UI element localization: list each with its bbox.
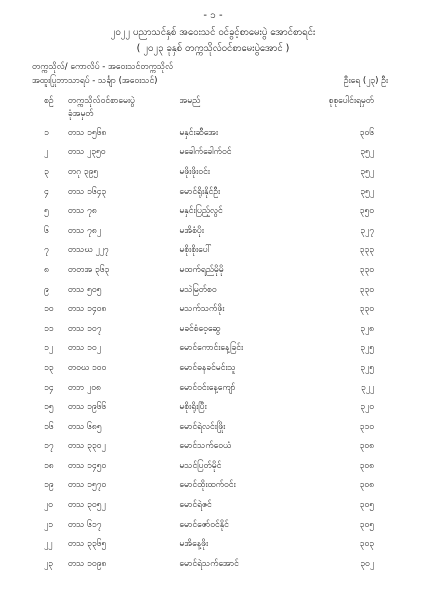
header-roll: [68, 96, 180, 124]
cell-name: မောင်ရဲဇင်: [179, 500, 212, 511]
table-row: [44, 535, 374, 555]
cell-no: ၁၂: [44, 343, 53, 354]
cell-roll: တသ ၁၆၄၃: [67, 186, 107, 197]
results-table: [44, 96, 374, 575]
table-row: [44, 320, 374, 340]
cell-no: ၈: [44, 264, 49, 275]
header-name: အမည်: [179, 96, 201, 106]
table-row: [44, 555, 374, 575]
table-row: [44, 300, 374, 320]
cell-no: ၁: [44, 127, 49, 138]
cell-roll: တသ ၂၃၅၀: [67, 147, 106, 158]
cell-roll: တသ ၁၅၇၀: [67, 480, 107, 491]
table-row: [44, 418, 374, 438]
page-number: - ၁ -: [203, 10, 223, 21]
cell-name: မောင်ဇော်ဝင်နိုင်: [179, 519, 229, 530]
table-row: [44, 359, 374, 379]
cell-name: မောင်ရဲလင်းဖြိုး: [179, 421, 226, 432]
cell-marks: ၃၃၀: [359, 304, 374, 315]
cell-no: ၇: [44, 245, 49, 256]
cell-no: ၁၅: [44, 402, 54, 413]
cell-no: ၃: [44, 166, 49, 177]
table-row: [44, 144, 374, 164]
cell-name: မအိနေ့ဖိုး: [179, 539, 209, 550]
table-row: [44, 438, 374, 458]
cell-roll: တဂု ၃၉၅: [67, 166, 99, 177]
cell-no: ၂: [44, 147, 49, 158]
table-row: [44, 202, 374, 222]
university-label: တက္ကသိုလ်/ ကောလိပ် - အဝေးသင်တက္ကသိုလ်: [32, 62, 174, 72]
cell-marks: ၃၂၂: [360, 382, 374, 393]
cell-marks: ၃၂၅: [360, 362, 374, 373]
cell-no: ၁၁: [44, 323, 54, 334]
cell-marks: ၃၃၃: [359, 245, 374, 256]
cell-roll: တသ ၆၈၅: [67, 421, 102, 432]
cell-roll: တသ ၃၀၅၂: [67, 500, 106, 511]
cell-name: မောင်ဝင်းနေ့ကျော်: [179, 382, 236, 393]
table-row: [44, 379, 374, 399]
cell-name: မဖိုးဖိုးဝင်း: [179, 166, 210, 177]
cell-roll: တသ ၇၈: [67, 206, 97, 217]
cell-no: ၂၂: [44, 539, 53, 550]
table-row: [44, 183, 374, 203]
cell-roll: တသဃ ၂၂၇: [67, 245, 109, 256]
cell-name: မောင်ဓနခင်မင်းသူ: [179, 362, 236, 373]
table-row: [44, 281, 374, 301]
cell-no: ၉: [44, 284, 49, 295]
cell-no: ၁၉: [44, 480, 54, 491]
cell-no: ၁၇: [44, 441, 54, 452]
total-count: ဦးရေ (၂၃) ဦး: [343, 76, 388, 86]
cell-roll: တသ ၁၀၇: [67, 323, 102, 334]
cell-marks: ၃၀၅: [359, 519, 374, 530]
cell-roll: တတအ ၃၆၃: [67, 264, 110, 275]
table-row: [44, 261, 374, 281]
cell-roll: တသ ၁၀၉၈: [67, 558, 107, 569]
cell-marks: ၃၂၇: [360, 225, 374, 236]
cell-roll: တသ ၅၀၅: [67, 284, 102, 295]
cell-name: မသဲမြတ်စဝ: [179, 284, 217, 295]
cell-marks: ၃၅၂: [360, 166, 374, 177]
cell-no: ၁၃: [44, 362, 54, 373]
cell-roll: တသ ၁၉၆၆: [67, 402, 107, 413]
cell-roll: တသ ၆၁၇: [67, 519, 102, 530]
cell-no: ၁၀: [44, 304, 54, 315]
cell-roll: တသ ၁၄၀၈: [67, 304, 107, 315]
cell-marks: ၃၅၂: [360, 186, 374, 197]
cell-marks: ၃၅၀: [359, 206, 374, 217]
table-row: [44, 496, 374, 516]
table-header-row: [44, 96, 374, 124]
table-row: [44, 340, 374, 360]
table-row: [44, 516, 374, 536]
cell-marks: ၃၀၈: [359, 441, 374, 452]
cell-marks: ၃၂၅: [360, 343, 374, 354]
cell-name: မောင်ကောင်းနေ့ခြင်း: [179, 343, 244, 354]
cell-name: မအိစံပိုး: [179, 225, 204, 236]
table-row: [44, 124, 374, 144]
table-row: [44, 398, 374, 418]
cell-no: ၂၃: [44, 558, 53, 569]
document-title: ၂၀၂၂ ပညာသင်နှစ် အဝေးသင် ဝင်ခွင့်စာမေးပွဲ အောင်စာရင်း: [110, 27, 316, 38]
cell-roll: တသ ၃၃၆၅: [67, 539, 107, 550]
cell-name: မောင်သက်ဝေယံ: [179, 441, 232, 452]
cell-no: ၄: [44, 186, 49, 197]
cell-roll: တသ ၃၃၀၂: [67, 441, 106, 452]
cell-name: မသက်သက်ဖိုး: [179, 304, 225, 315]
cell-no: ၁၈: [44, 460, 54, 471]
cell-name: မောင်ထိုးထက်ဝင်း: [179, 480, 236, 491]
cell-name: မနှင်းပြည့်လွင်: [179, 206, 223, 217]
table-row: [44, 457, 374, 477]
table-row: [44, 242, 374, 262]
cell-no: ၁၄: [44, 382, 54, 393]
cell-marks: ၃၃၀: [359, 264, 374, 275]
header-roll-sub: ခုံအမှတ်: [67, 109, 94, 119]
cell-marks: ၃၀၈: [359, 480, 374, 491]
major-label: အထူးပြုဘာသာရပ် - သင်္ချာ (အဝေးသင်): [32, 76, 158, 86]
header-marks: စုစုပေါင်းရမှတ်: [328, 96, 374, 106]
header-roll-label: တက္ကသိုလ်ဝင်စာမေးပွဲ: [67, 96, 135, 106]
cell-roll: တသ ၁၀၂: [67, 343, 101, 354]
cell-name: မနှင်းဆီအေး: [179, 127, 219, 138]
cell-name: မခေါက်ခေါက်ဝင်: [179, 147, 232, 158]
document-subtitle: ( ၂၀၂၃ ခုနှစ် တက္ကသိုလ်ဝင်စာမေးပွဲအောင် ): [136, 43, 290, 54]
cell-marks: ၃၀၆: [359, 127, 374, 138]
cell-name: မောင်ရိုးနိုင်ဦး: [179, 186, 221, 197]
cell-marks: ၃၂၈: [360, 323, 374, 334]
cell-marks: ၃၅၂: [360, 147, 374, 158]
cell-name: မခင်စံဝေ့ဆွေ: [179, 323, 221, 334]
cell-no: ၂၁: [44, 519, 53, 530]
cell-no: ၂၀: [44, 500, 53, 511]
cell-name: မသင်ပြတ်မိုင်: [179, 460, 222, 471]
cell-marks: ၃၀၂: [360, 558, 374, 569]
cell-name: မစိုးစိုးပေါ်: [179, 245, 212, 256]
cell-roll: တသ ၁၅၆၈: [67, 127, 107, 138]
cell-roll: တဘ ၂၀၈: [67, 382, 101, 393]
cell-roll: တဝဃ ၁၀၀: [67, 362, 107, 373]
cell-name: မထက်ရည်မိုမို: [179, 264, 224, 275]
cell-name: မစိုးရိုးပြီး: [179, 402, 207, 413]
table-row: [44, 222, 374, 242]
cell-marks: ၃၀၅: [359, 500, 374, 511]
table-row: [44, 477, 374, 497]
cell-marks: ၃၀၈: [359, 460, 374, 471]
cell-no: ၆: [44, 225, 49, 236]
cell-no: ၁၆: [44, 421, 54, 432]
cell-no: ၅: [44, 206, 49, 217]
table-row: [44, 163, 374, 183]
cell-marks: ၃၃၀: [359, 284, 374, 295]
cell-roll: တသ ၁၄၅၀: [67, 460, 107, 471]
cell-marks: ၃၁၀: [359, 421, 374, 432]
cell-marks: ၃၂၀: [360, 402, 374, 413]
cell-marks: ၃၀၃: [359, 539, 374, 550]
cell-name: မောင်ရဲသက်အောင်: [179, 558, 239, 569]
header-no: စဉ်: [44, 96, 54, 106]
cell-roll: တသ ၇၈၂: [67, 225, 101, 236]
